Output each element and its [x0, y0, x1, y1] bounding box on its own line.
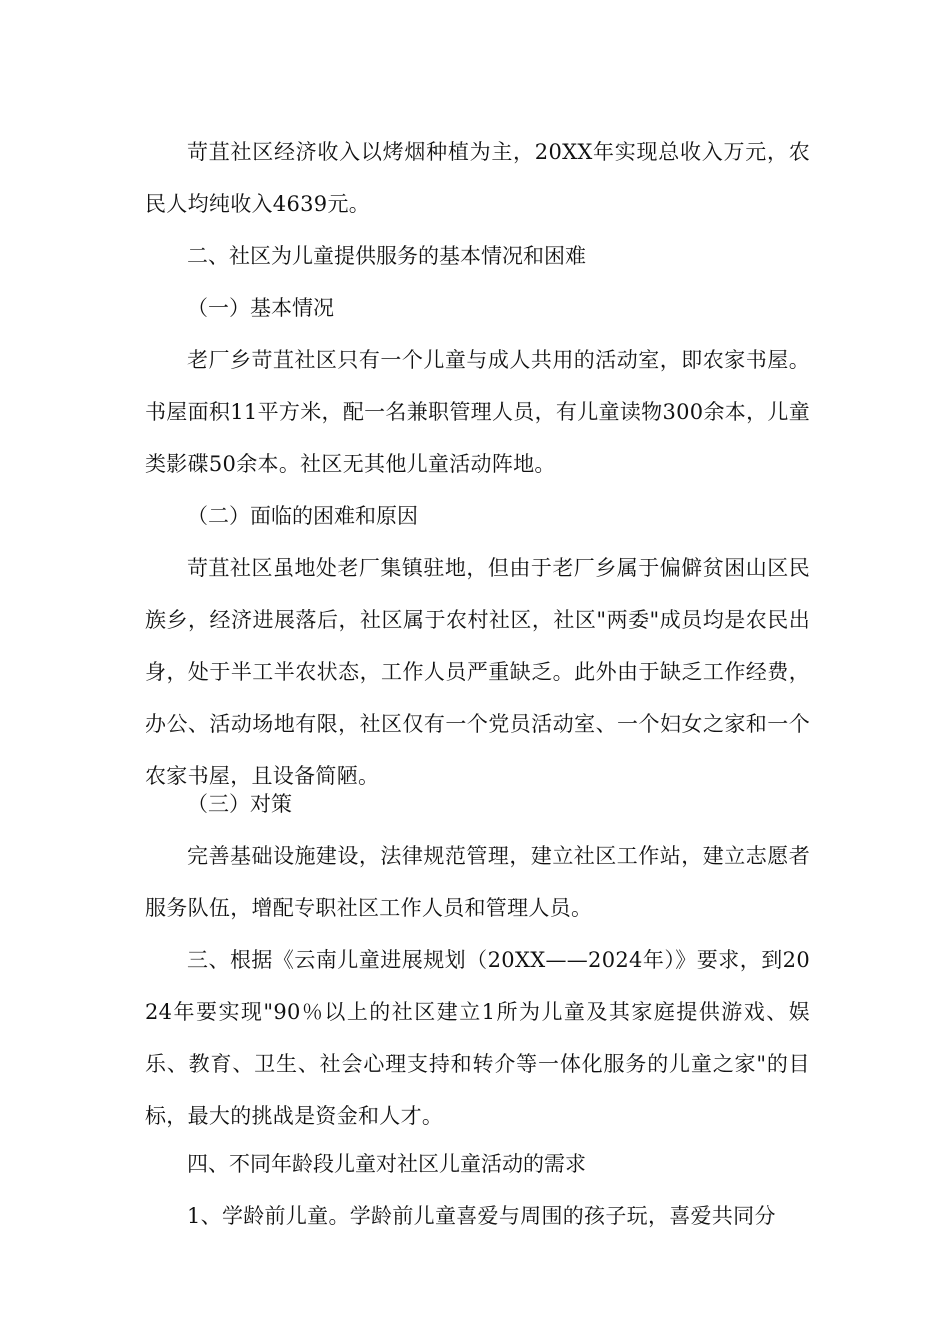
section-heading-2: 二、社区为儿童提供服务的基本情况和困难	[187, 244, 586, 268]
subsection-heading-difficulties: （二）面临的困难和原因	[187, 504, 418, 528]
subsection-heading-basic: （一）基本情况	[187, 296, 334, 320]
paragraph-difficulties: 苛苴社区虽地处老厂集镇驻地，但由于老厂乡属于偏僻贫困山区民族乡，经济进展落后，社区属于农村社区，社区"两委"成员均是农民出身，处于半工半农状态，工作人员严重缺乏。此外由于缺乏工作经费，办公、活动场地有限，社区仅有一个党员活动室、一个妇女之家和一个农家书屋，且设备简陋。	[145, 556, 810, 788]
paragraph-preschool: 1、学龄前儿童。学龄前儿童喜爱与周围的孩子玩，喜爱共同分	[187, 1204, 776, 1228]
paragraph-plan-requirements: 三、根据《云南儿童进展规划（20XX——2024年）》要求，到2024年要实现"90％以上的社区建立1所为儿童及其家庭提供游戏、娱乐、教育、卫生、社会心理支持和转介等一体化服务的儿童之家"的目标，最大的挑战是资金和人才。	[145, 948, 810, 1128]
paragraph-basic-situation: 老厂乡苛苴社区只有一个儿童与成人共用的活动室，即农家书屋。书屋面积11平方米，配一名兼职管理人员，有儿童读物300余本，儿童类影碟50余本。社区无其他儿童活动阵地。	[145, 348, 810, 476]
section-heading-4: 四、不同年龄段儿童对社区儿童活动的需求	[187, 1152, 586, 1176]
paragraph-measures: 完善基础设施建设，法律规范管理，建立社区工作站，建立志愿者服务队伍，增配专职社区工作人员和管理人员。	[145, 844, 810, 920]
paragraph-economy: 苛苴社区经济收入以烤烟种植为主，20XX年实现总收入万元，农民人均纯收入4639元。	[145, 140, 810, 216]
subsection-heading-measures: （三）对策	[187, 792, 292, 816]
